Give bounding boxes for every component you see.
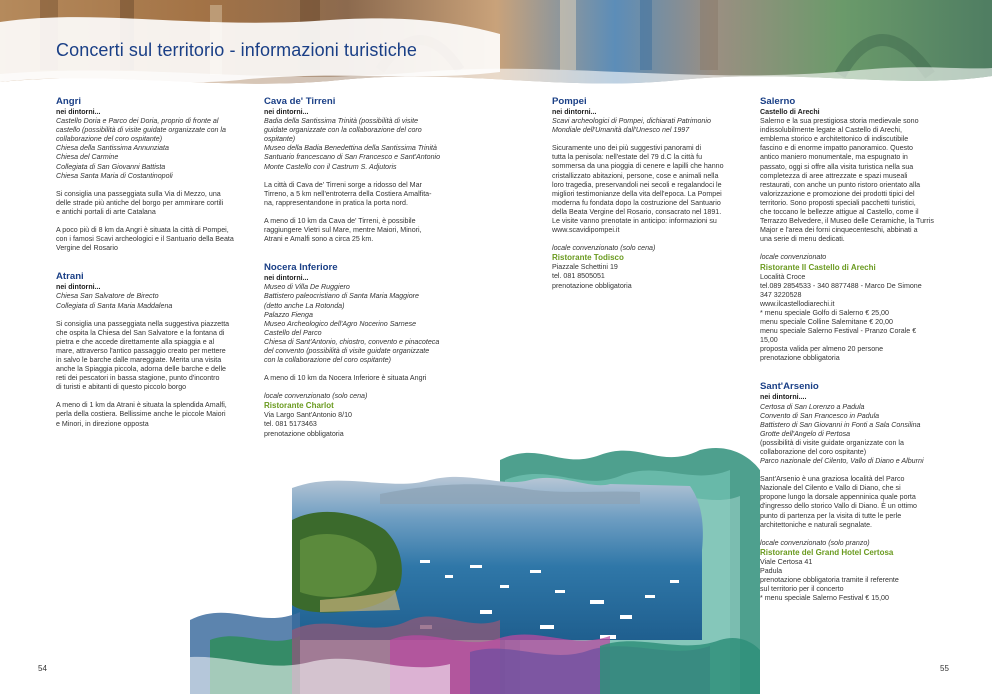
dintorni-line: Castello Doria e Parco dei Doria, proprio di fronte al	[56, 117, 219, 126]
body-line: Le visite vanno prenotate in anticipo: informazioni su	[552, 217, 717, 226]
body-line: na, rappresentandone in pratica la porta nord.	[264, 198, 408, 207]
locale-detail: prenotazione obbligatoria	[264, 429, 344, 438]
section-title: Salerno	[760, 96, 796, 107]
body-line: tutta la penisola: nell'estate del 79 d.C la città fu	[552, 153, 703, 162]
body-line: della Beata Vergine del Rosario, consacrato nel 1891.	[552, 207, 722, 216]
section-title: Cava de' Tirreni	[264, 96, 336, 107]
section-atrani	[56, 271, 234, 428]
section-subtitle: nei dintorni...	[56, 108, 101, 116]
locale-detail: Padula	[760, 566, 783, 575]
body-line: emblema storico e architettonico di indiscutibile	[760, 135, 909, 144]
dintorni-line: Battistero paleocristiano di Santa Maria Maggiore	[264, 292, 419, 301]
section-title: Atrani	[56, 271, 84, 283]
body-line: Tirreno, a 5 km nell'entroterra della Costiera Amalfita-	[264, 189, 432, 198]
dintorni-line: Chiesa San Salvatore de Birecto	[56, 292, 159, 301]
locale-detail: proposta valida per almeno 20 persone	[760, 345, 884, 354]
column-1	[56, 96, 234, 429]
dintorni-line: collaborazione del coro ospitante)	[760, 448, 867, 456]
locale-detail: Viale Certosa 41	[760, 557, 813, 566]
locale-detail: prenotazione obbligatoria	[552, 281, 632, 290]
section-title: Angri	[56, 96, 82, 107]
body-line: moderna fu fondata dopo la costruzione del Santuario	[552, 198, 721, 207]
body-line: con i famosi Scavi archeologici e il Santuario della Beata	[56, 235, 234, 244]
body-line: che toccano le bellezze attigue al Castello, come il	[760, 208, 919, 217]
website-link[interactable]: www.ilcastellodiarechi.it	[760, 299, 835, 308]
dintorni-line: Chiesa del Carmine	[56, 153, 119, 162]
column-3	[552, 96, 732, 291]
body-line: sommersa da una pioggia di cenere e lapilli che hanno	[552, 162, 724, 171]
body-line: fascino e di enorme impatto panoramico. Questo	[760, 144, 913, 153]
restaurant-name: Ristorante Charlot	[264, 401, 334, 411]
section-subtitle: nei dintorni...	[56, 283, 101, 292]
body-line: pietra e che accede direttamente alla spiaggia e al	[56, 337, 215, 346]
body-line: raggiungere Vietri sul Mare, mentre Maiori, Minori,	[264, 226, 422, 235]
dintorni-line: Museo di Villa De Ruggiero	[264, 283, 350, 292]
website-link[interactable]: www.scavidipompei.it	[552, 226, 620, 235]
locale-detail: tel. 081 8505051	[552, 272, 605, 281]
section-title: Nocera Inferiore	[264, 262, 338, 274]
body-line: d'ingresso dello storico Vallo di Diano. È un ottimo	[760, 502, 917, 511]
body-line: migliori testimonianze della vita dell'epoca. La Pompei	[552, 189, 722, 198]
body-line: Sicuramente uno dei più suggestivi panorami di	[552, 144, 702, 153]
dintorni-line: Palazzo Fienga	[264, 310, 313, 319]
body-line: anche la Spiaggia piccola, adorna delle barche e delle	[56, 365, 226, 374]
locale-detail: tel. 081 5173463	[264, 420, 317, 429]
dintorni-line: guidate organizzate con la collaborazione del coro	[264, 126, 422, 135]
dintorni-line: del convento (possibilità di visite guidate organizzate	[264, 346, 430, 355]
locale-label: locale convenzionato	[760, 253, 827, 262]
dintorni-line: Grotte dell'Angelo di Pertosa	[760, 429, 851, 438]
body-line: passato, oggi si offre alla visita turistica nella sua	[760, 162, 914, 171]
dintorni-line: Convento di San Francesco in Padula	[760, 411, 880, 420]
locale-label: locale convenzionato (solo cena)	[264, 392, 368, 401]
locale-detail: * menu speciale Salerno Festival € 15,00	[760, 594, 889, 603]
body-line: valorizzazione e promozione dei prodotti tipici del	[760, 189, 915, 198]
body-line: punto di partenza per la visita di tutte le perle	[760, 511, 902, 520]
locale-detail: menu speciale Salerno Festival - Pranzo Corale €	[760, 327, 917, 336]
body-line: perla della costiera. Bellissime anche le piccole Maiori	[56, 410, 226, 419]
locale-label: locale convenzionato (solo pranzo)	[760, 538, 870, 547]
dintorni-line: Santuario francescano di San Francesco e Sant'Antonio	[264, 153, 441, 162]
dintorni-line: Scavi archeologici di Pompei, dichiarati Patrimonio	[552, 117, 711, 126]
locale-detail: 347 3220528	[760, 290, 802, 299]
locale-detail: 15,00	[760, 336, 778, 345]
body-line: cristallizzato abitazioni, persone, cose e animali nella	[552, 171, 719, 180]
dintorni-line: ospitante)	[264, 135, 296, 144]
dintorni-line: Collegiata di Santa Maria Maddalena	[56, 301, 173, 310]
body-line: A meno di 1 km da Atrani è situata la splendida Amalfi,	[56, 401, 227, 410]
body-line: mare, attraverso l'antico passaggio creato per mettere	[56, 346, 226, 355]
body-line: Terrazzo Belvedere, il Museo delle Ceramiche, la Turris	[760, 217, 934, 226]
locale-detail: Località Croce	[760, 272, 806, 281]
body-line: A meno di 10 km da Nocera Inferiore è situata Angri	[264, 374, 427, 383]
section-pompei	[552, 96, 732, 291]
section-title: Pompei	[552, 96, 587, 107]
section-cava	[264, 96, 442, 244]
body-line: e Minori, in direzione opposta	[56, 419, 149, 428]
locale-detail: tel.089 2854533 - 340 8877488 - Marco De Simone	[760, 281, 922, 290]
section-subtitle: nei dintorni...	[552, 108, 597, 116]
dintorni-line: castello (possibilità di visite guidate organizzate con la	[56, 126, 226, 135]
section-subtitle: Castello di Arechi	[760, 108, 820, 116]
section-title: Sant'Arsenio	[760, 381, 819, 393]
column-4	[760, 96, 938, 603]
section-subtitle: nei dintorni....	[760, 393, 807, 402]
body-line: Si consiglia una passeggiata sulla Via di Mezzo, una	[56, 189, 221, 198]
dintorni-line: (detto anche La Rotonda)	[264, 301, 345, 310]
body-line: di turisti e abitanti di questo piccolo borgo	[56, 383, 187, 392]
section-nocera	[264, 262, 442, 438]
body-line: completezza di aree attrezzate e spazi museali	[760, 171, 908, 180]
body-line: propone lungo la dorsale appenninica quale porta	[760, 493, 916, 502]
dintorni-line: Certosa di San Lorenzo a Padula	[760, 402, 865, 411]
dintorni-line: Chiesa di Sant'Antonio, chiostro, convento e pinacoteca	[264, 337, 440, 346]
body-line: che ospita la Chiesa del San Salvatore e la fontana di	[56, 328, 225, 337]
column-2	[264, 96, 442, 439]
body-line: Sant'Arsenio è una graziosa località del Parco	[760, 475, 905, 484]
body-line: Nazionale del Cilento e Vallo di Diano, che si	[760, 484, 901, 493]
locale-detail: prenotazione obbligatoria tramite il referente	[760, 576, 899, 585]
locale-detail: Via Largo Sant'Antonio 8/10	[264, 411, 352, 420]
page-number-left: 54	[38, 664, 47, 673]
body-line: in salvo le barche dalle mareggiate. Merita una visita	[56, 355, 222, 364]
body-line: restaurati, con anche un punto ristoro orientato alla	[760, 180, 921, 189]
dintorni-line: Museo della Badia Benedettina della Santissima Trinità	[264, 144, 437, 153]
body-line: Salerno e la sua prestigiosa storia medievale sono	[760, 117, 919, 126]
restaurant-name: Ristorante Il Castello di Arechi	[760, 262, 876, 272]
dintorni-line: Chiesa Santa Maria di Costantinopoli	[56, 171, 173, 180]
body-line: Major e l'area dei forni cinquecenteschi, abbinati a	[760, 226, 918, 235]
locale-detail: * menu speciale Golfo di Salerno € 25,00	[760, 308, 889, 317]
dintorni-line: Collegiata di San Giovanni Battista	[56, 162, 166, 171]
body-line: territorio. Sono proposti speciali pacchetti turistici,	[760, 198, 916, 207]
section-angri	[56, 96, 234, 253]
body-line: loro tragedia, preservandoli nei secoli e regalandoci le	[552, 180, 722, 189]
page-number-right: 55	[940, 664, 949, 673]
page-title: Concerti sul territorio - informazioni turistiche	[56, 40, 418, 60]
dintorni-line: Museo Archeologico dell'Agro Nocerino Sarnese	[264, 319, 417, 328]
body-line: A poco più di 8 km da Angri è situata la città di Pompei,	[56, 226, 229, 235]
body-line: delle strade più antiche del borgo per ammirare cortili	[56, 198, 224, 207]
dintorni-line: Monte Castello con il Castrum S. Adjutoris	[264, 162, 397, 171]
body-line: reti dei pescatori in bassa stagione, punto d'incontro	[56, 374, 220, 383]
body-line: e antichi portali di arte Catalana	[56, 207, 156, 216]
body-line: A meno di 10 km da Cava de' Tirreni, è possibile	[264, 216, 416, 225]
dintorni-line: Parco nazionale del Cilento, Vallo di Diano e Alburni	[760, 457, 924, 466]
body-line: architettoniche e naturali segnalate.	[760, 520, 872, 529]
section-subtitle: nei dintorni...	[264, 108, 309, 116]
body-line: una serie di menu dedicati.	[760, 235, 845, 244]
dintorni-line: collaborazione del coro ospitante)	[56, 135, 163, 144]
locale-detail: sul territorio per il concerto	[760, 585, 844, 594]
section-salerno	[760, 96, 938, 363]
section-santarsenio	[760, 381, 938, 603]
locale-detail: prenotazione obbligatoria	[760, 354, 840, 363]
body-line: Atrani e Amalfi sono a circa 25 km.	[264, 235, 374, 244]
body-line: La città di Cava de' Tirreni sorge a ridosso del Mar	[264, 180, 422, 189]
dintorni-line: Chiesa della Santissima Annunziata	[56, 144, 169, 153]
restaurant-name: Ristorante del Grand Hotel Certosa	[760, 547, 894, 557]
dintorni-line: con la collaborazione del coro ospitante)	[264, 356, 391, 365]
boats	[420, 560, 679, 639]
dintorni-line: (possibilità di visite guidate organizzate con la	[760, 438, 904, 447]
dintorni-line: Badia della Santissima Trinità (possibilità di visite	[264, 117, 419, 126]
body-line: antico maniero monumentale, ma espugnato in	[760, 153, 908, 162]
dintorni-line: Mondiale dell'Umanità dall'Unesco nel 1997	[552, 126, 690, 135]
locale-detail: Piazzale Schettini 19	[552, 263, 618, 272]
locale-detail: menu speciale Colline Salernitane € 20,00	[760, 317, 893, 326]
sea-photo	[292, 477, 703, 640]
locale-label: locale convenzionato (solo cena)	[552, 244, 656, 253]
body-line: indissolubilmente legate al Castello di Arechi,	[760, 126, 902, 135]
body-line: Si consiglia una passeggiata nella suggestiva piazzetta	[56, 319, 230, 328]
restaurant-name: Ristorante Todisco	[552, 253, 624, 263]
body-line: Vergine del Rosario	[56, 244, 118, 253]
section-subtitle: nei dintorni...	[264, 274, 309, 283]
dintorni-line: Battistero di San Giovanni in Fonti a Sala Consilina	[760, 420, 921, 429]
dintorni-line: Castello del Parco	[264, 328, 322, 337]
